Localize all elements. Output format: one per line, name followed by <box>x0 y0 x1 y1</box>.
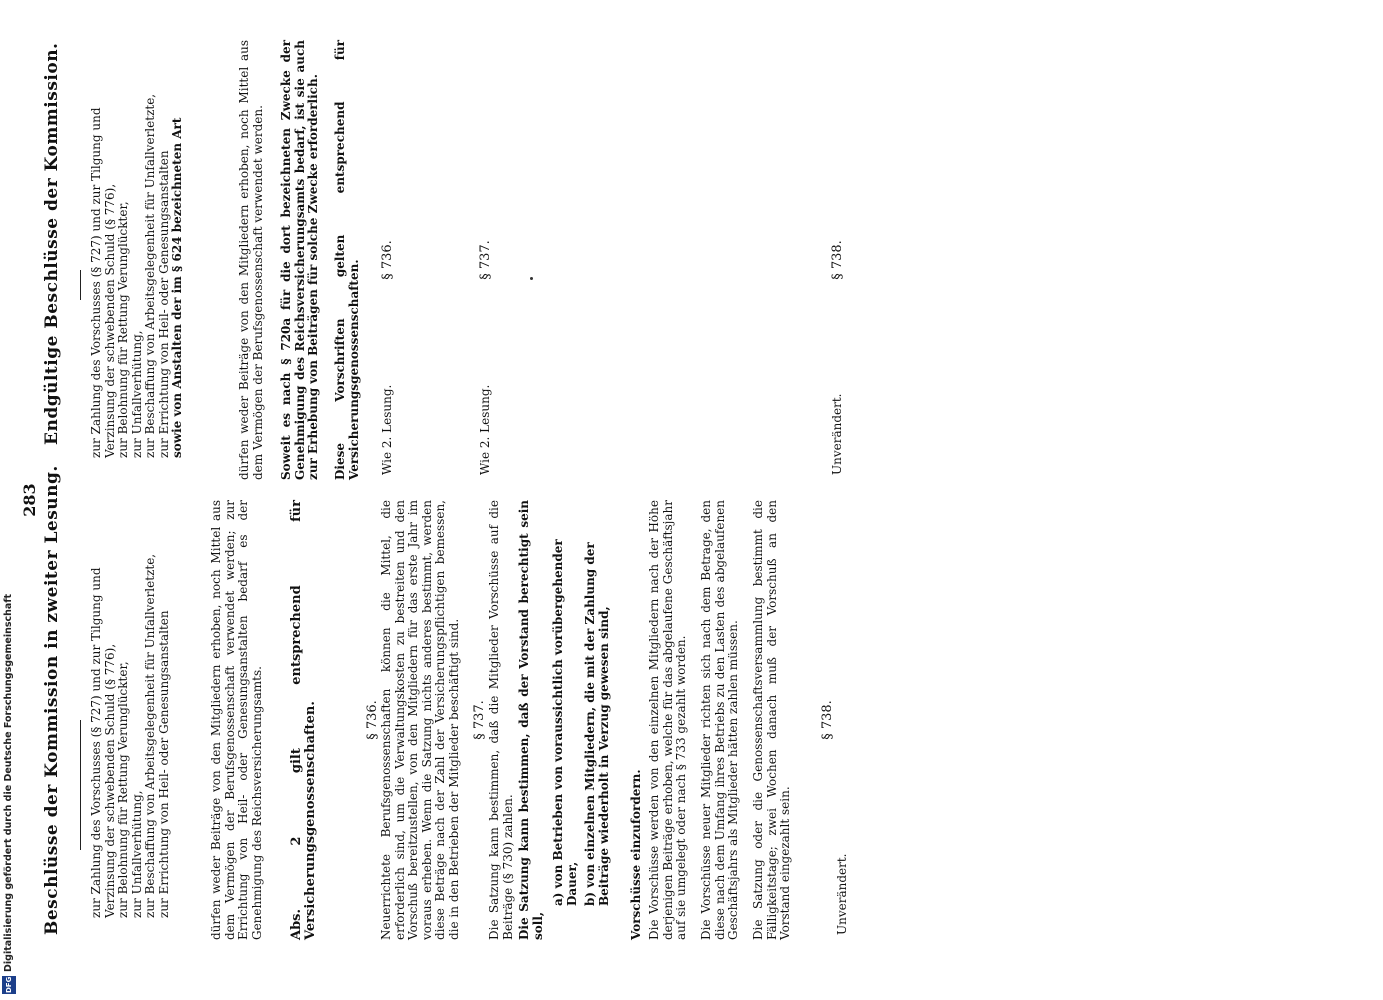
right-s738-text: Unverändert. <box>830 393 844 475</box>
left-s737-item-b: b) von einzelnen Mitgliedern, die mit der Zahlung der Beiträge wiederholt in Verzug gewesen sind, <box>583 542 611 906</box>
left-s736-text: Neuerrichtete Berufsgenossenschaften können die Mittel, die erforderlich sind, um die Verwaltungskosten zu bestreiten und den Vorschuß bereitzustellen, von den Mitgliedern für das erste Jahr im voraus erheben. Wenn die Satzung nichts anderes bestimmt, werden diese Beträge nach der Zahl der Versicherungspflichtigen bemessen, die in den Betrieben der Mitglieder beschäftigt sind. <box>379 500 461 940</box>
left-s736-heading: § 736. <box>365 700 380 740</box>
left-s738-heading: § 738. <box>820 700 835 740</box>
right-list-bold-tail: sowie von Anstalten der im § 624 bezeichneten Art <box>170 117 184 458</box>
left-list-item: zur Beschaffung von Arbeitsgelegenheit für Unfallverletzte, <box>143 553 157 918</box>
left-s737-heading: § 737. <box>472 700 487 740</box>
left-s738-text: Unverändert. <box>835 853 849 935</box>
left-abs2: Abs. 2 gilt entsprechend für Versicherungsgenossenschaften. <box>289 500 318 940</box>
right-list-item: zur Belohnung für Rettung Verunglückter, <box>116 201 130 458</box>
footer-credit: Digitalisierung gefördert durch die Deutsche Forschungsgemeinschaft <box>3 594 14 972</box>
left-s737-para2: Die Vorschüsse werden von den einzelnen Mitgliedern nach der Höhe derjenigen Beiträge erhoben, welche für das abgelaufene Geschäftsjahr auf sie umgelegt oder nach § 733 gezahlt worden. <box>647 500 688 940</box>
left-s737-para4: Die Satzung oder die Genossenschaftsversammlung bestimmt die Fälligkeitstage; zwei Wochen danach muß der Vorschuß an den Vorstand eingezahlt sein. <box>751 500 792 940</box>
stray-dot <box>530 277 533 280</box>
right-list-item: zur Beschaffung von Arbeitsgelegenheit für Unfallverletzte, <box>143 93 157 458</box>
page-number: 283 <box>20 483 39 517</box>
right-s737-heading: § 737. <box>478 240 493 280</box>
left-list-item: zur Unfallverhütung, <box>129 790 144 918</box>
left-list-item: zur Belohnung für Rettung Verunglückter, <box>116 661 130 918</box>
right-s737-text: Wie 2. Lesung. <box>478 384 492 475</box>
left-para1: dürfen weder Beiträge von den Mitgliedern erhoben, noch Mittel aus dem Vermögen der Berufsgenossenschaft verwendet werden; zur Errichtung von Heil- oder Genesungsanstalten bedarf es der Genehmigung des Reichsversicherungsamts. <box>209 500 264 940</box>
digitization-footer <box>0 0 18 1000</box>
left-s737-bold-intro: Die Satzung kann bestimmen, daß der Vorstand berechtigt sein soll, <box>517 500 545 940</box>
left-list <box>90 500 171 940</box>
right-bold-para: Soweit es nach § 720a für die dort bezeichneten Zwecke der Genehmigung des Reichsversicherungsamts bedarf, ist sie auch zur Erhebung von Beiträgen für solche Zwecke erforderlich. <box>279 40 320 480</box>
left-list-item: zur Errichtung von Heil- oder Genesungsanstalten <box>156 610 171 918</box>
right-column-title: Endgültige Beschlüsse der Kommission. <box>42 42 62 445</box>
right-list-item: zur Errichtung von Heil- oder Genesungsanstalten <box>156 150 171 458</box>
left-s737-closing: Vorschüsse einzufordern. <box>629 769 643 940</box>
right-s738-heading: § 738. <box>830 240 845 280</box>
right-s736-text: Wie 2. Lesung. <box>380 384 394 475</box>
left-s737-para3: Die Vorschüsse neuer Mitglieder richten sich nach dem Betrage, den diese nach dem Umfang ihres Betriebs zu den Lasten des abgelaufenen Geschäftsjahrs als Mitglieder hätten zahlen müssen. <box>699 500 740 940</box>
left-s737-item-a: a) von Betrieben von voraussichtlich vorübergehender Dauer, <box>551 539 579 906</box>
left-title-rule <box>80 720 81 850</box>
dfg-logo-icon: DFG <box>2 976 16 994</box>
right-list-item: zur Zahlung des Vorschusses (§ 727) und zur Tilgung und Verzinsung der schwebenden Schuld (§ 776), <box>89 107 117 458</box>
left-list-item: zur Zahlung des Vorschusses (§ 727) und zur Tilgung und Verzinsung der schwebenden Schuld (§ 776), <box>89 567 117 918</box>
right-bold-para2: Diese Vorschriften gelten entsprechend für Versicherungsgenossenschaften. <box>333 40 361 480</box>
right-para1: dürfen weder Beiträge von den Mitgliedern erhoben, noch Mittel aus dem Vermögen der Berufsgenossenschaft verwendet werden. <box>237 40 265 480</box>
right-list-item: zur Unfallverhütung, <box>129 330 144 458</box>
left-column-title: Beschlüsse der Kommission in zweiter Lesung. <box>42 465 62 935</box>
right-s736-heading: § 736. <box>380 240 395 280</box>
right-title-rule <box>80 270 81 300</box>
left-s737-intro: Die Satzung kann bestimmen, daß die Mitglieder Vorschüsse auf die Beiträge (§ 730) zahlen. <box>487 500 515 940</box>
right-list <box>90 40 185 480</box>
